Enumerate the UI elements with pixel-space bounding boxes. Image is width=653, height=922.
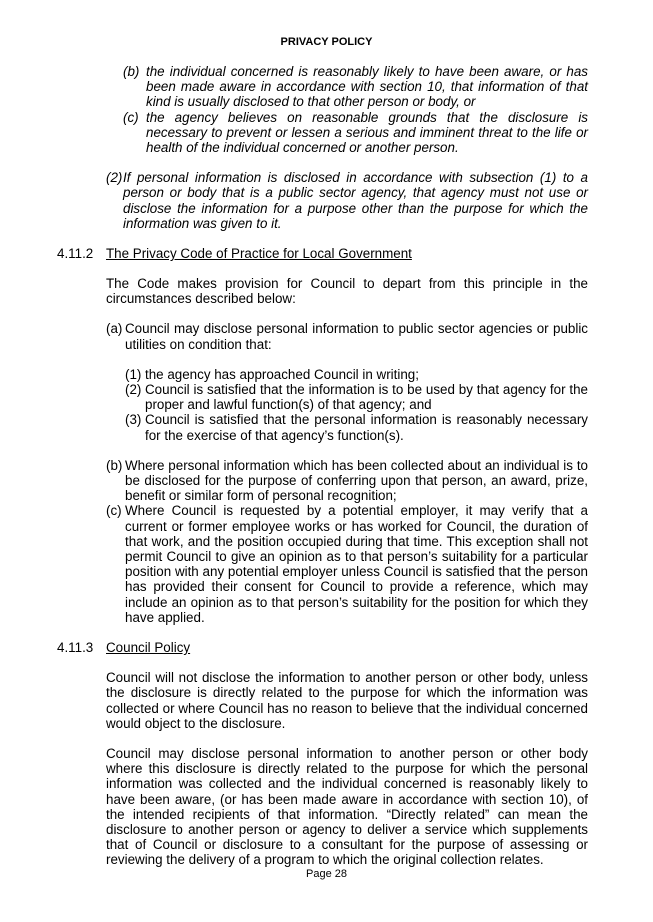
list-marker: (2) <box>125 382 142 398</box>
list-item-b-continued <box>123 64 588 110</box>
list-item-b <box>106 458 588 504</box>
list-item-text: Council may disclose personal information to public sector agencies or public utilities on condition that: <box>125 321 588 352</box>
section-heading-4-11-2 <box>57 246 588 261</box>
condition-text: Council is satisfied that the information is to be used by that agency for the proper and lawful function(s) of that agency; and <box>145 382 588 413</box>
section-intro: The Code makes provision for Council to depart from this principle in the circumstances described below: <box>106 276 588 307</box>
list-item-text: Where personal information which has been collected about an individual is to be disclosed for the purpose of conferring upon that person, an award, prize, benefit or similar form of personal recognition; <box>125 457 588 504</box>
condition-text: Council is satisfied that the personal information is reasonably necessary for the exercise of that agency’s function(s). <box>145 412 588 443</box>
condition-item-3 <box>125 412 588 442</box>
section-title: Council Policy <box>106 640 191 656</box>
policy-paragraph-2: Council may disclose personal information to another person or other body where this disclosure is directly related to the purpose for which the personal information was collected and the individual concerned is reasonably likely to have been aware, (or has been made aware in accordance with section 10), of the intended recipients of that information. “Directly related” can mean the disclosure to another person or agency to deliver a service which supplements that of Council or disclosure to a consultant for the purpose of assessing or reviewing the delivery of a program to which the original collection relates. <box>106 745 588 868</box>
list-item-text: the agency believes on reasonable grounds that the disclosure is necessary to prevent or lessen a serious and imminent threat to the life or health of the individual concerned or another person. <box>146 109 588 156</box>
subsection-text: If personal information is disclosed in accordance with subsection (1) to a person or body that is a public sector agency, that agency must not use or disclose the information for a purpose other than the purpose for which the information was given to it. <box>123 170 588 231</box>
subsection-2 <box>106 170 588 231</box>
section-number: 4.11.2 <box>57 246 94 262</box>
list-marker: (2) <box>106 170 123 186</box>
list-item-text: the individual concerned is reasonably likely to have been aware, or has been made aware in accordance with section 10, that information of that kind is usually disclosed to that other person or body, or <box>146 64 588 110</box>
list-marker: (c) <box>123 109 139 125</box>
page-header: PRIVACY POLICY <box>280 36 373 48</box>
list-item-a <box>106 321 588 351</box>
list-marker: (1) <box>125 366 142 382</box>
section-title: The Privacy Code of Practice for Local Government <box>106 246 412 262</box>
list-item-text: Where Council is requested by a potential employer, it may verify that a current or former employee works or has worked for Council, the duration of that work, and the position occupied during that time. This exception shall not permit Council to give an opinion as to that person’s suitability for a particular position with any potential employer unless Council is satisfied that the person has provided their consent for Council to provide a reference, which may include an opinion as to that person’s suitability for the position for which they have applied. <box>125 503 588 625</box>
list-marker: (c) <box>106 503 122 519</box>
condition-item-2 <box>125 382 588 412</box>
section-number: 4.11.3 <box>57 640 94 656</box>
page-content <box>0 64 653 868</box>
list-marker: (b) <box>123 64 140 79</box>
list-marker: (b) <box>106 457 123 473</box>
list-item-c <box>106 503 588 625</box>
condition-text: the agency has approached Council in writing; <box>145 366 419 382</box>
list-item-c-continued <box>123 110 588 156</box>
list-marker: (3) <box>125 412 142 428</box>
list-marker: (a) <box>106 321 123 337</box>
page-number: Page 28 <box>306 868 347 880</box>
section-heading-4-11-3 <box>57 640 588 655</box>
condition-item-1 <box>125 367 588 382</box>
policy-paragraph-1: Council will not disclose the information to another person or other body, unless the disclosure is directly related to the purpose for which the information was collected or where Council has no reason to believe that the individual concerned would object to the disclosure. <box>106 670 588 731</box>
